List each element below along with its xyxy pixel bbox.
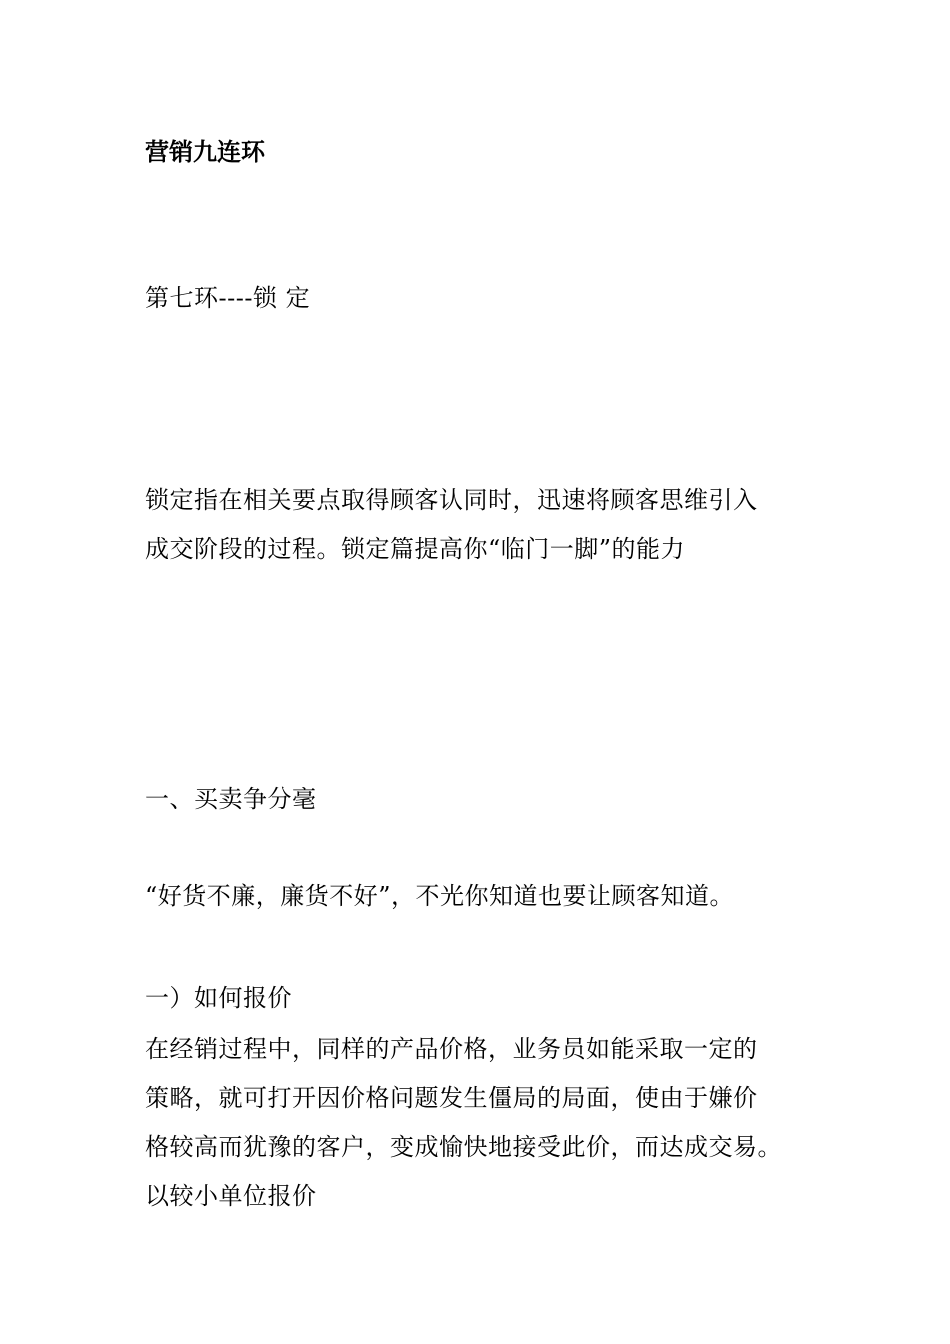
- subsection-point: 以较小单位报价: [145, 1182, 317, 1210]
- subsection-heading: 一）如何报价: [145, 984, 292, 1012]
- paragraph-line: 在经销过程中，同样的产品价格，业务员如能采取一定的: [145, 1035, 758, 1063]
- chapter-heading: 第七环----锁 定: [145, 284, 311, 312]
- intro-paragraph: [145, 476, 825, 574]
- paragraph-line: 策略，就可打开因价格问题发生僵局的局面，使由于嫌价: [145, 1084, 758, 1112]
- paragraph-line: 格较高而犹豫的客户，变成愉快地接受此价，而达成交易。: [145, 1133, 782, 1161]
- subsection-paragraph: [145, 1025, 825, 1221]
- section-heading: 一、买卖争分毫: [145, 785, 317, 813]
- intro-line: 成交阶段的过程。锁定篇提高你“临门一脚”的能力: [145, 535, 686, 563]
- intro-line: 锁定指在相关要点取得顾客认同时，迅速将顾客思维引入: [145, 486, 758, 514]
- document-title: 营销九连环: [145, 137, 265, 166]
- section-quote: “好货不廉，廉货不好”，不光你知道也要让顾客知道。: [145, 882, 735, 910]
